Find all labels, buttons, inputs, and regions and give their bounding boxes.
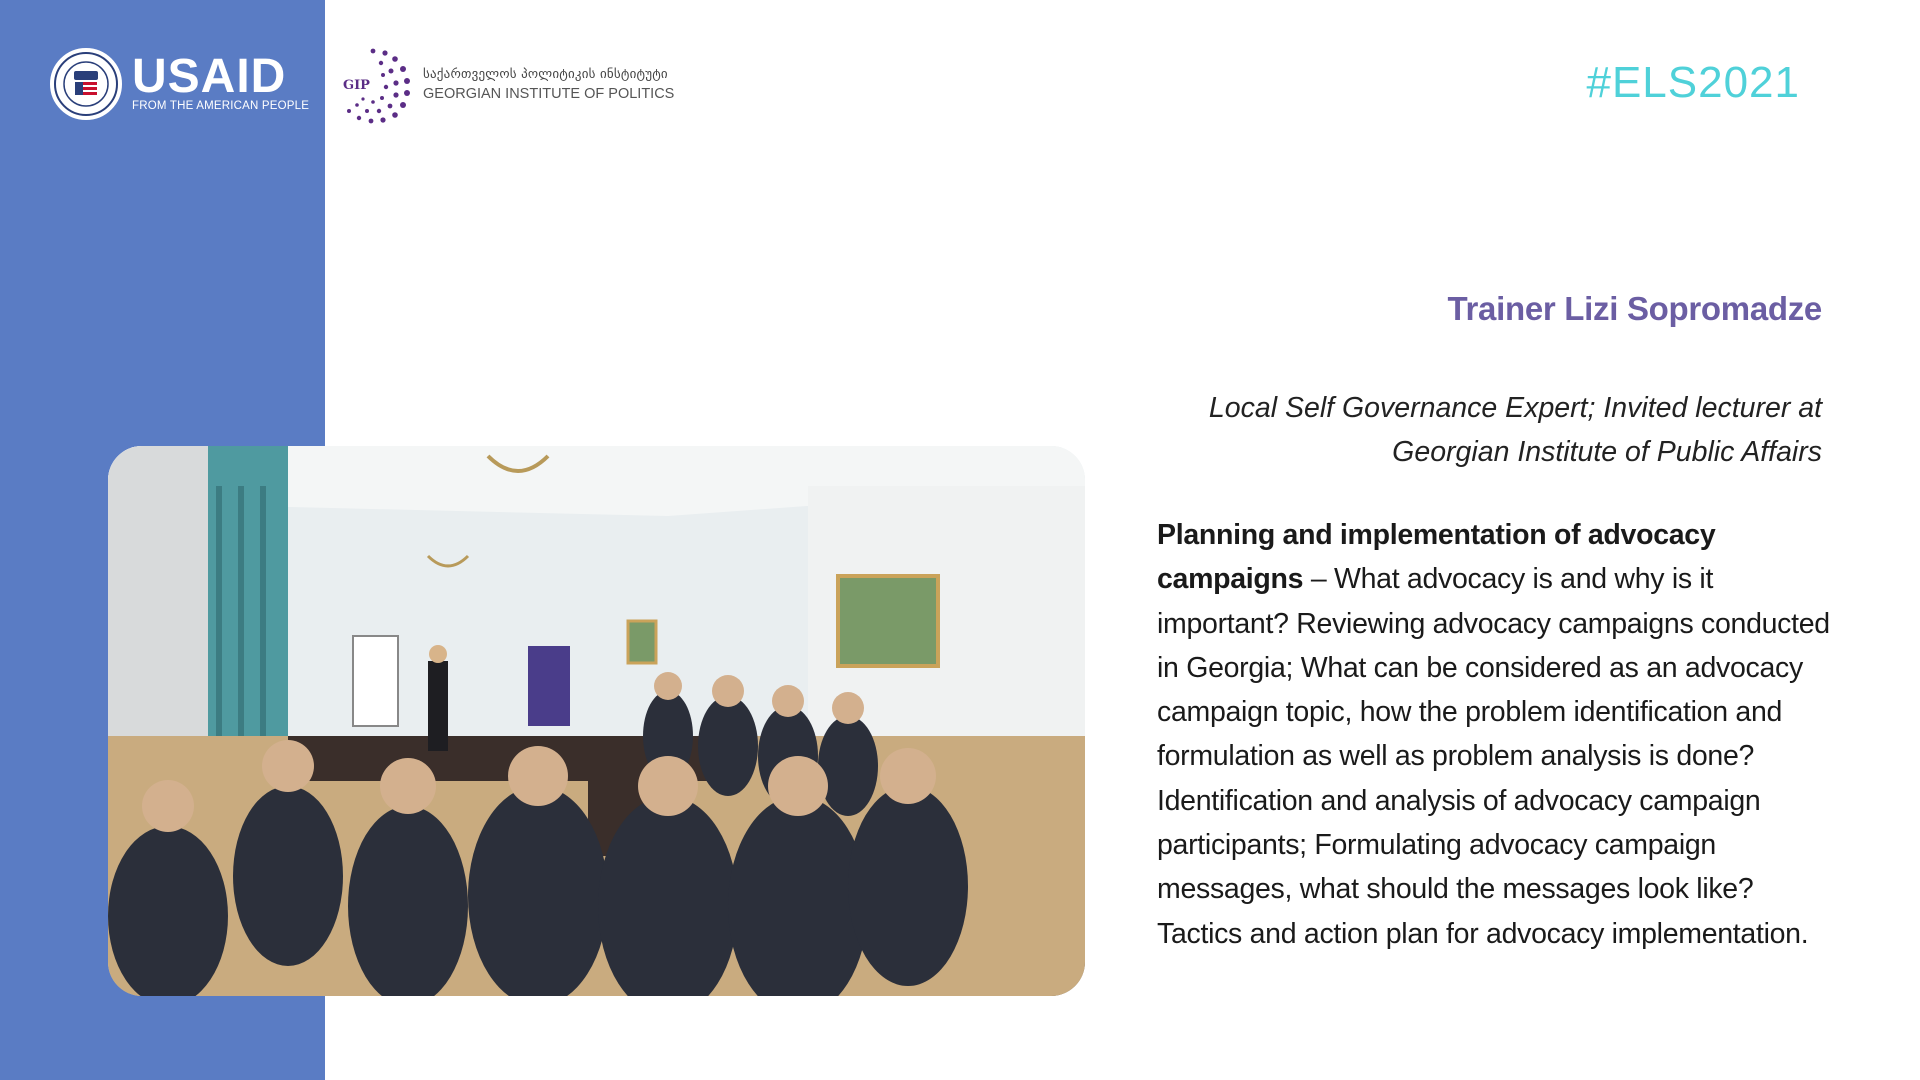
training-session-photo (108, 446, 1085, 996)
session-description-text: – What advocacy is and why is it important? Reviewing advocacy campaigns conducted in Georgia; What can be considered as an advocacy campaign topic, how the problem identification and formulation as well as problem analysis is done? Identification and analysis of advocacy campaign participants; Formulating advocacy campaign messages, what should the messages look like? Tactics and action plan for advocacy implementation. (1157, 563, 1830, 950)
gip-georgian-name: საქართველოს პოლიტიკის ინსტიტუტი (423, 67, 668, 82)
trainer-name: Trainer Lizi Sopromadze (1447, 290, 1822, 327)
usaid-name: USAID (132, 50, 287, 103)
usaid-seal-icon (50, 48, 122, 120)
gip-english-name: GEORGIAN INSTITUTE OF POLITICS (423, 86, 675, 102)
gip-logo (333, 45, 674, 125)
usaid-tagline: FROM THE AMERICAN PEOPLE (132, 100, 310, 112)
trainer-role: Local Self Governance Expert; Invited lecturer at Georgian Institute of Public Affairs (1208, 392, 1822, 468)
session-description (1157, 513, 1842, 956)
gip-abbr: GIP (343, 78, 370, 93)
usaid-logo (50, 48, 309, 120)
gip-dotted-globe-icon (333, 45, 413, 125)
event-hashtag: #ELS2021 (1586, 58, 1800, 107)
session-title: Planning and implementation of advocacy campaigns (1157, 519, 1716, 596)
